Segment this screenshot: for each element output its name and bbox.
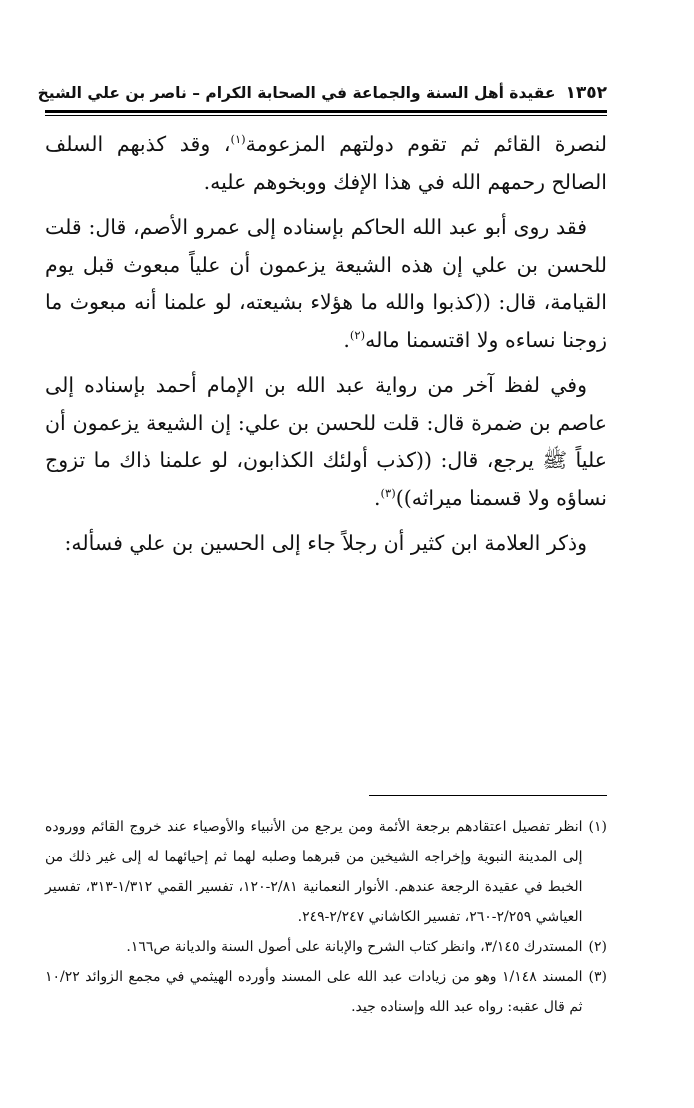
footnote-3 xyxy=(45,962,607,1022)
paragraph-2-text-b: . xyxy=(343,327,350,352)
footnote-1-number: (١) xyxy=(588,819,607,835)
paragraph-1-text-b: ، وقد كذبهم السلف الصالح رحمهم الله في هذا الإفك ووبخوهم عليه. xyxy=(45,132,607,194)
footnote-ref-3: (٣) xyxy=(380,485,396,500)
paragraph-3-text-b: . xyxy=(374,485,381,510)
main-text xyxy=(45,126,607,563)
footnote-separator xyxy=(369,795,607,796)
paragraph-4 xyxy=(45,525,607,563)
footnote-1-text: انظر تفصيل اعتقادهم برجعة الأئمة ومن يرجع من الأنبياء والأوصياء عند خروج القائم ووروده إلى المدينة النبوية وإخراجه الشيخين من قبرهما وصلبه لهما ثم إحيائهما له إلى غير ذلك من الخبط في عقيدة الرجعة عندهم. الأنوار النعمانية ٢/٨١-١٢٠، تفسير القمي ١/٣١٢-٣١٣، تفسير العياشي ٢/٢٥٩-٢٦٠، تفسير الكاشاني ٢/٢٤٧-٢٤٩. xyxy=(45,819,583,925)
paragraph-3-text-a: وفي لفظ آخر من رواية عبد الله بن الإمام أحمد بإسناده إلى عاصم بن ضمرة قال: قلت للحسن بن علي: إن الشيعة يزعمون أن علياً ﷺ يرجع، قال: ((كذب أولئك الكذابون، لو علمنا ذاك ما تزوج نساؤه ولا قسمنا ميراثه)) xyxy=(45,373,607,510)
footnote-ref-1: (١) xyxy=(230,132,246,147)
book-page xyxy=(37,82,607,1015)
header-rule xyxy=(45,110,607,116)
paragraph-3 xyxy=(45,367,607,517)
footnote-3-text: المسند ١/١٤٨ وهو من زيادات عبد الله على المسند وأورده الهيثمي في مجمع الزوائد ١٠/٢٢ ثم قال عقبه: رواه عبد الله وإسناده جيد. xyxy=(45,969,583,1015)
footnote-2 xyxy=(45,932,607,962)
paragraph-2 xyxy=(45,209,607,359)
running-header xyxy=(37,82,607,104)
footnote-1 xyxy=(45,812,607,932)
footnotes xyxy=(45,812,607,1022)
paragraph-4-text: وذكر العلامة ابن كثير أن رجلاً جاء إلى الحسين بن علي فسأله: xyxy=(64,531,587,555)
footnote-3-number: (٣) xyxy=(588,969,607,985)
paragraph-2-text-a: فقد روى أبو عبد الله الحاكم بإسناده إلى عمرو الأصم، قال: قلت للحسن بن علي إن هذه الشيعة يزعمون أن علياً مبعوث قبل يوم القيامة، قال: ((كذبوا والله ما هؤلاء بشيعته، لو علمنا أنه مبعوث ما زوجنا نساءه ولا اقتسمنا ماله xyxy=(45,215,607,352)
footnote-ref-2: (٢) xyxy=(349,327,366,342)
paragraph-1-text-a: لنصرة القائم ثم تقوم دولتهم المزعومة xyxy=(245,132,607,156)
footnote-2-number: (٢) xyxy=(588,939,607,955)
paragraph-1 xyxy=(45,126,607,201)
page-number: ١٣٥٢ xyxy=(565,83,607,103)
footnote-2-text: المستدرك ٣/١٤٥، وانظر كتاب الشرح والإبانة على أصول السنة والديانة ص١٦٦. xyxy=(126,939,583,955)
running-header-title: عقيدة أهل السنة والجماعة في الصحابة الكرام – ناصر بن علي الشيخ xyxy=(37,84,556,102)
